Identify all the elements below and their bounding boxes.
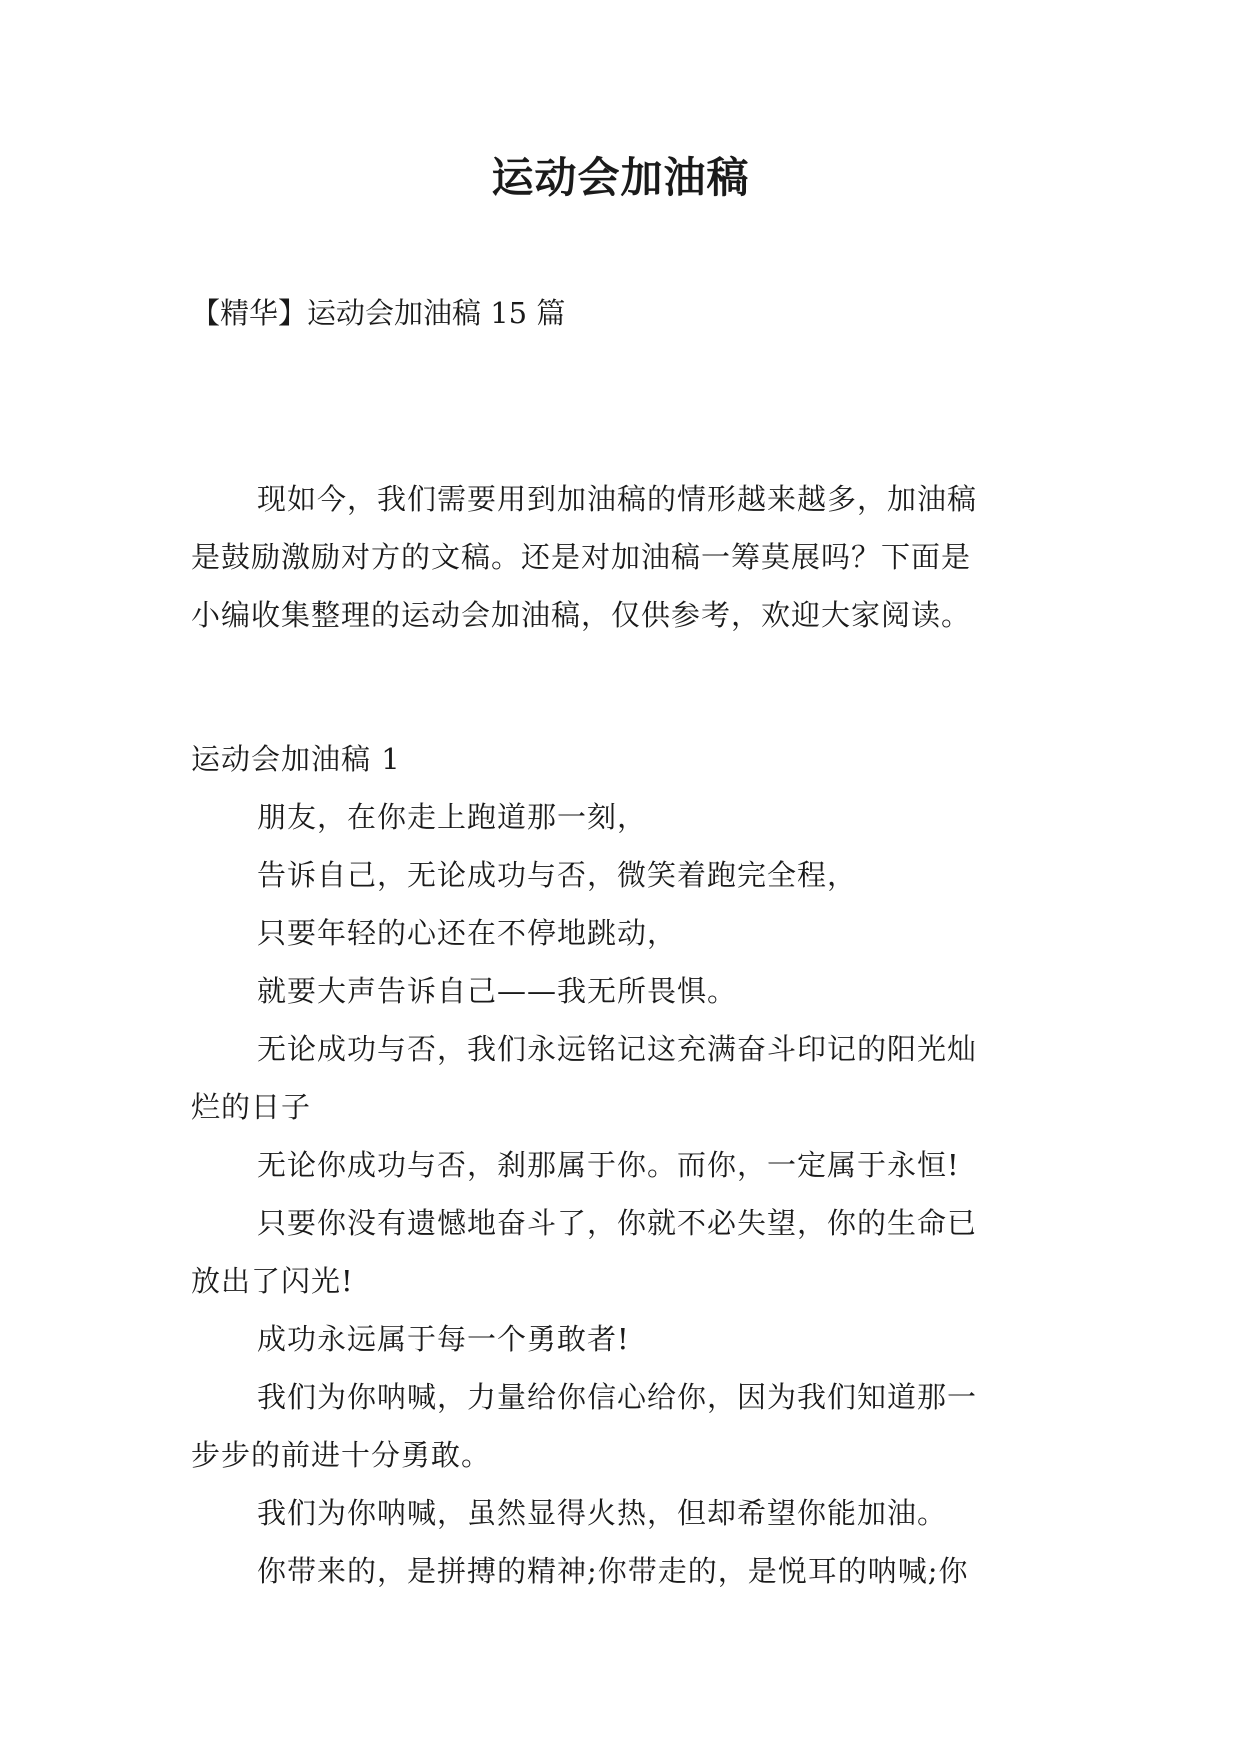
intro-line-2: 是鼓励激励对方的文稿。还是对加油稿一筹莫展吗？下面是 (191, 540, 972, 574)
section-line-3: 只要年轻的心还在不停地跳动， (257, 916, 678, 950)
paragraph-spacer (191, 644, 1051, 730)
section-line-9: 放出了闪光! (191, 1264, 354, 1298)
section-line-1: 朋友，在你走上跑道那一刻， (257, 800, 648, 834)
section-line-13: 我们为你呐喊，虽然显得火热，但却希望你能加油。 (257, 1496, 948, 1530)
section-heading: 运动会加油稿 1 (191, 742, 401, 776)
section-line-11: 我们为你呐喊，力量给你信心给你，因为我们知道那一 (257, 1380, 978, 1414)
section-line-2: 告诉自己，无论成功与否，微笑着跑完全程， (257, 858, 858, 892)
intro-line-1: 现如今，我们需要用到加油稿的情形越来越多，加油稿 (257, 482, 978, 516)
section-line-4: 就要大声告诉自己——我无所畏惧。 (257, 974, 738, 1008)
section-line-12: 步步的前进十分勇敢。 (191, 1438, 492, 1472)
section-line-10: 成功永远属于每一个勇敢者! (257, 1322, 630, 1356)
section-line-7: 无论你成功与否，刹那属于你。而你，一定属于永恒! (257, 1148, 960, 1182)
document-subtitle: 【精华】运动会加油稿 15 篇 (191, 296, 566, 330)
section-line-5: 无论成功与否，我们永远铭记这充满奋斗印记的阳光灿 (257, 1032, 978, 1066)
document-body (191, 470, 1051, 1600)
section-line-8: 只要你没有遗憾地奋斗了，你就不必失望，你的生命已 (257, 1206, 978, 1240)
document-title: 运动会加油稿 (491, 153, 750, 202)
section-line-6: 烂的日子 (191, 1090, 312, 1124)
section-line-14: 你带来的，是拼搏的精神;你带走的，是悦耳的呐喊;你 (257, 1554, 969, 1588)
intro-line-3: 小编收集整理的运动会加油稿，仅供参考，欢迎大家阅读。 (191, 598, 972, 632)
